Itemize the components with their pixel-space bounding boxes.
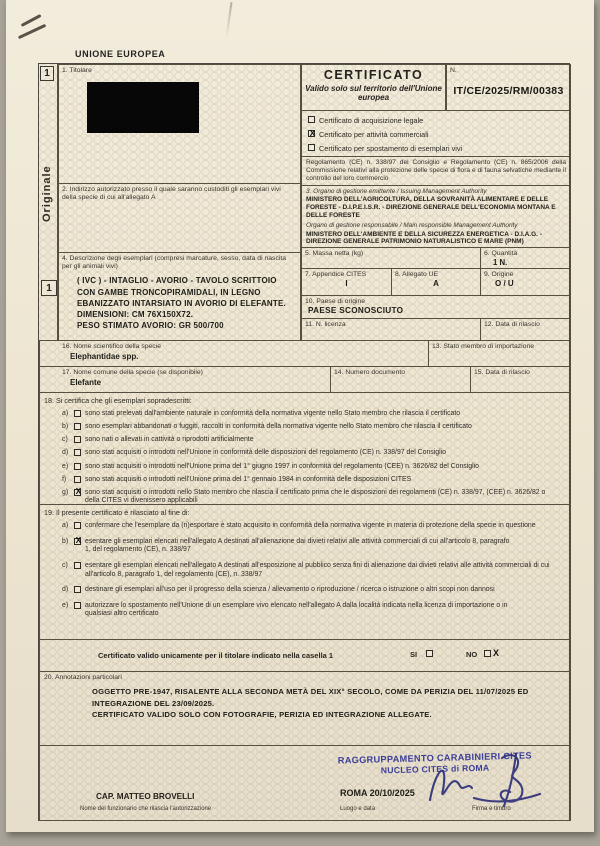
official-caption: Nome del funzionario che rilascia l'autorizzazione [80, 806, 212, 812]
handwritten-signature [418, 748, 558, 814]
checkbox-validity-yes [426, 650, 433, 657]
item-18e: e) sono stati acquisiti o introdotti nell'Unione prima del 1° giugno 1997 in conformità del regolamento (CEE) n. 3626/82 del Consiglio [62, 462, 480, 470]
section-20-label: 20. Annotazioni particolari [44, 674, 122, 681]
copy-type-label: Originale [41, 165, 53, 223]
regulation-note-box [301, 156, 571, 186]
regulation-note: Regolamento (CE) n. 338/97 del Consiglio e Regolamento (CE) n. 865/2006 della Commissione relativi alla protezione delle specie di flora e di fauna selvatiche mediante il controllo del loro commercio [306, 159, 566, 182]
field-3-value2: MINISTERO DELL'AMBIENTE E DELLA SICUREZZA ENERGETICA - D.I.A.G. - DIREZIONE GENERALE PATRIMONIO NATURALISTICO E MARE (PNM) [306, 230, 542, 246]
item-18d: d) sono stati acquisiti o introdotti nell'Unione in conformità delle disposizioni del regolamento (CE) n. 338/97 del Consiglio [62, 449, 446, 457]
field-15-data-rilascio: 15. Data di rilascio [470, 366, 571, 393]
item-18a: a) sono stati prelevati dall'ambiente naturale in conformità della normativa vigente nello Stato membro che rilascia il certificato [62, 410, 461, 417]
item-number-box: 1 [41, 280, 57, 296]
field-9-value: O / U [495, 279, 514, 289]
field-9-origine: 9. Origine O / U [480, 268, 571, 296]
field-8-allegato-ue: 8. Allegato UE A [391, 268, 481, 296]
field-16-value: Elephantidae spp. [70, 352, 139, 362]
certificate-number: IT/CE/2025/RM/00383 [453, 85, 564, 98]
checkbox-attivita-commerciali: X [309, 127, 316, 138]
item-19c: c) esentare gli esemplari elencati nell'allegato A destinati all'esposizione al pubblico senza fini di alienazione dai divieti relativi alle attività commerciali di cui all'articolo 8, paragrafo 1, del regolamento (CE), n. 338/97 [62, 561, 550, 578]
field-1-titolare [58, 64, 301, 184]
field-12-data-rilascio: 12. Data di rilascio [480, 318, 571, 341]
redacted-holder-name [87, 82, 199, 133]
field-17-nome-comune: 17. Nome comune della specie (se disponibile) Elefante [39, 366, 331, 393]
checkbox-spostamento-esemplari [308, 144, 315, 151]
checkbox-19c [74, 562, 81, 569]
checkbox-18d [74, 449, 81, 456]
certificate-form [38, 63, 570, 821]
field-5-massa-netta: 5. Massa netta (kg) [301, 247, 481, 269]
item-19a: a) confermare che l'esemplare da (ri)esportare è stato acquisito in conformità della normativa vigente in materia di protezione della specie in questione [62, 522, 536, 529]
checkbox-18b [74, 423, 81, 430]
field-6-quantita: 6. Quantità 1 N. [480, 247, 571, 269]
field-8-value: A [433, 279, 439, 289]
certificate-subtitle: Valido solo sul territorio dell'Unione europea [305, 84, 442, 103]
field-7-value: I [345, 279, 348, 289]
certificate-type-section [301, 110, 571, 157]
union-europea-label: UNIONE EUROPEA [75, 49, 166, 59]
field-1-label: 1. Titolare [62, 67, 92, 74]
checkbox-acquisizione-legale [308, 116, 315, 123]
section-18-certifica [39, 392, 571, 505]
checkbox-18g: X [75, 486, 82, 497]
place-caption: Luogo e data [340, 806, 376, 812]
field-3-organo-gestione [301, 185, 571, 248]
validity-no-mark: X [493, 648, 500, 658]
checkbox-19b: X [75, 535, 82, 546]
item-19b: b) X esentare gli esemplari elencati nell'allegato A destinati all'alienazione dai divieti relativi alle attività commerciali di cui all'articolo 8, paragrafo 1, del regolamento (CE), n. 338/97 [62, 535, 510, 554]
field-6-value: 1 N. [493, 258, 508, 268]
checkbox-18e [74, 463, 81, 470]
field-10-paese-origine: 10. Paese di origine PAESE SCONOSCIUTO [301, 295, 571, 319]
item-19d: d) destinare gli esemplari all'uso per il progresso della scienza / allevamento o riproduzione / ricerca o istruzione o altri scopi non dannosi [62, 586, 495, 594]
field-14-numero-documento: 14. Numero documento [330, 366, 471, 393]
section-20-annotazioni [39, 671, 571, 746]
certificate-number-box [446, 64, 571, 111]
copy-number-box: 1 [40, 66, 54, 81]
section-19-fine [39, 504, 571, 640]
cert-type-commerciali [308, 127, 570, 140]
item-18g: g) X sono stati acquisiti o introdotti nello Stato membro che rilascia il certificato prima che le disposizioni dei regolamenti (CE) n. 338/97, (CEE) n. 3626/82 o della CITES vi divenissero applicabili [62, 486, 546, 505]
certificate-header [301, 64, 446, 111]
field-3-label2: Organo di gestione responsabile / Main responsible Management Authority [306, 222, 518, 230]
field-10-value: PAESE SCONOSCIUTO [308, 306, 404, 316]
checkbox-19a [74, 522, 81, 529]
field-2-indirizzo [58, 183, 301, 253]
section-18-title: 18. Si certifica che gli esemplari sopradescritti: [44, 396, 192, 405]
checkbox-validity-no [484, 650, 491, 657]
validity-row [39, 639, 571, 672]
field-16-nome-scientifico: 16. Nome scientifico della specie Elephantidae spp. [39, 340, 429, 367]
official-name: CAP. MATTEO BROVELLI [96, 792, 195, 801]
validity-text: Certificato valido unicamente per il titolare indicato nella casella 1 [98, 651, 334, 660]
field-4-value: ( IVC ) - INTAGLIO - AVORIO - TAVOLO SCRITTOIO CON GAMBE TRONCOPIRAMIDALI, IN LEGNO EBANIZZATO INTARSIATO IN AVORIO DI ELEFANTE. DIMENSIONI: CM 76X150X72. PESO STIMATO AVORIO: GR 500/700 [77, 276, 286, 331]
field-2-label: 2. Indirizzo autorizzato presso il quale saranno custoditi gli esemplari vivi della specie di cui all'allegato A [62, 186, 281, 202]
cert-type-label: Certificato di acquisizione legale [319, 116, 424, 125]
field-4-descrizione [58, 252, 301, 341]
field-11-licenza: 11. N. licenza [301, 318, 481, 341]
number-label: N. [450, 67, 457, 74]
checkbox-18c [74, 436, 81, 443]
checkbox-19d [74, 586, 81, 593]
item-18f: f) sono stati acquisiti o introdotti nell'Unione prima del 1° gennaio 1984 in conformità delle disposizioni CITES [62, 475, 412, 483]
item-19e: e) autorizzare lo spostamento nell'Unione di un esemplare vivo elencato nell'allegato A dalla località indicata nella licenza di importazione o in qualsiasi altro certificato [62, 601, 508, 618]
cert-type-legale [308, 116, 570, 125]
item-18c: c) sono nati o allevati in cattività o riprodotti artificialmente [62, 436, 254, 444]
field-4-label: 4. Descrizione degli esemplari (compresi marcature, sesso, data di nascita per gli animali vivi) [62, 255, 287, 271]
authority-stamp: RAGGRUPPAMENTO CARABINIERI CITES NUCLEO CITES di ROMA [337, 750, 532, 776]
margin-column [39, 64, 58, 341]
field-17-value: Elefante [70, 378, 102, 388]
checkbox-18a [74, 410, 81, 417]
validity-yes-label: SI [410, 650, 418, 659]
field-3-value: MINISTERO DELL'AGRICOLTURA, DELLA SOVRANITÀ ALIMENTARE E DELLE FORESTE - D.I.P.E.I.S.R. - DIREZIONE GENERALE DELL'ECONOMIA MONTANA E DELLE FORESTE [306, 196, 556, 219]
cert-type-spostamento [308, 144, 570, 153]
field-13-stato-membro: 13. Stato membro di importazione [428, 340, 571, 367]
signature-caption: Firma e timbro [472, 806, 511, 812]
cert-type-label: Certificato per attività commerciali [319, 130, 429, 140]
checkbox-19e [74, 602, 81, 609]
certificate-title: CERTIFICATO [323, 68, 424, 82]
section-19-title: 19. Il presente certificato è rilasciato al fine di: [44, 508, 190, 517]
cert-type-label: Certificato per spostamento di esemplari vivi [319, 144, 463, 154]
item-18b: b) sono esemplari abbandonati o fuggiti, raccolti in conformità della normativa vigente nello Stato membro che rilascia il certificato [62, 423, 472, 431]
signature-row [39, 745, 571, 821]
section-20-text: OGGETTO PRE-1947, RISALENTE ALLA SECONDA METÀ DEL XIX° SECOLO, COME DA PERIZIA DEL 11/07/2025 ED INTEGRAZIONE DEL 23/09/2025. CERTIFICATO VALIDO SOLO CON FOTOGRAFIE, PERIZIA ED INTEGRAZIONE ALLEGATE. [92, 687, 529, 719]
field-3-label: 3. Organo di gestione emittente / Issuing Management Authority [306, 188, 487, 195]
field-7-appendice-cites: 7. Appendice CITES I [301, 268, 392, 296]
validity-no-label: NO [466, 650, 478, 659]
checkbox-18f [74, 476, 81, 483]
place-and-date: ROMA 20/10/2025 [340, 788, 415, 798]
